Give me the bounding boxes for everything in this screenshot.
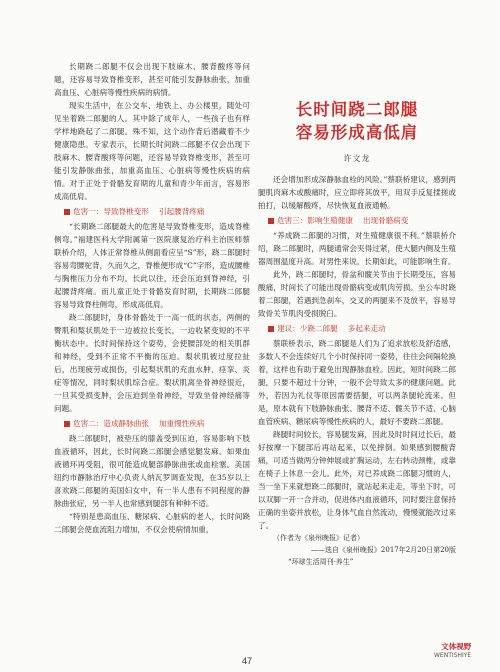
square-bullet-icon [64, 209, 70, 215]
paragraph: 还会增加形成深静脉血栓的风险。”蔡联桥建议，感到两腿肌肉麻木或酸痛时，应立即将其放平，用双手反复揉搓或拍打，以缓解酸疼，尽快恢复血液通畅。 [258, 175, 456, 210]
author-note: （作者为《泉州晚报》记者） [273, 534, 364, 542]
section-heading [258, 322, 456, 335]
square-bullet-icon [268, 218, 274, 224]
paragraph: 蔡联桥表示，跷二郎腿是人们为了追求放松及舒适感，多数人不会连续好几个小时保持同一姿势，往往会间隔轮换着，这样也有助于避免出现静脉血栓。因此，短时间跷二郎腿，只要不超过十分钟，一般不会导致太多的健康问题。此外，若因为礼仪等原因需要搭腿，可以两条腿轮流来。但是，原本就有下肢静脉曲张、腰背不适、髋关节不适、心脑血管疾病、糖尿病等慢性疾病的人，最好不要跷二郎腿。 [258, 339, 456, 426]
paragraph: 此外，跷二郎腿时，骨盆和髋关节由于长期受压，容易酸痛，时间长了可能出现骨骼病变或肌肉劳损。坐公车时跷着二郎腿，若遇到急刹车，交叉的两腿来不及放平，容易导致骨关节肌肉受损脱臼。 [258, 270, 456, 318]
magazine-brand [434, 641, 471, 659]
square-bullet-icon [268, 326, 274, 332]
section-heading [54, 417, 250, 430]
author-byline: 许文龙 [343, 154, 371, 163]
right-column [258, 60, 456, 568]
left-column [54, 60, 250, 536]
section-heading-main: 建议：少跷二郎腿 [277, 324, 338, 333]
section-heading [258, 214, 456, 227]
paragraph: 跷腿时间较长，容易腿发麻，因此及时时间过长后，最好按摩一下腿部后再站起来，以免摔倒。如果感到腰酸背痛，可适当做两分钟伸展或扩胸运动，左右转动颈椎，或靠在椅子上休息一会儿。此外，对已养成跷二郎腿习惯的人，当一坐下来就想跷二郎腿时，就站起来走走，等坐下时，可以双脚一开一合并动，促进体内血液循环，同时要注意保持正确的坐姿并放松，让身体气血自然流动，慢慢就能改过来了。 [258, 430, 456, 530]
section-heading-main: 危害二：造成静脉曲张 [73, 419, 149, 428]
section-heading-sub: 出现骨骼病变 [362, 216, 409, 225]
square-bullet-icon [64, 421, 70, 427]
brand-title: 文体视野 [441, 642, 472, 651]
section-heading-sub: 引起腰背疼痛 [158, 207, 205, 216]
article-title [258, 98, 456, 144]
page-number: 47 [242, 656, 253, 666]
source-column: “环球生活周刊·养生” [288, 558, 354, 566]
section-heading-sub: 加重慢性疾病 [158, 419, 205, 428]
paragraph: 长期跷二郎腿不仅会出现下肢麻木、腰背酸疼等问题，还容易导致脊椎变形，甚至可能引发静脉曲张，加重高血压、心脏病等慢性疾病的病情。 [54, 62, 250, 97]
section-heading-sub: 多起来走动 [347, 324, 386, 333]
paragraph: 跷二郎腿时，被垫压的膝盖受到压迫，容易影响下肢血液循环，因此，长时间跷二郎腿会感觉腿发麻。如果血液循环再受阻，很可能造成腿部静脉曲张或血栓塞。美国纽约市静脉治疗中心负责人纳瓦罗调查发现，在35岁以上喜欢跷二郎腿的美国妇女中，有一半人患有不同程度的静脉曲张症，另一半人也常感到腿部有种种不适。 [54, 434, 250, 508]
source-citation: ——选自《泉州晚报》2017年2月20日第20版 [310, 546, 456, 554]
title-line-1: 长时间跷二郎腿 [295, 100, 419, 119]
paragraph: “特别是患高血压、糖尿病、心脏病的老人，长时间跷二郎腿会使血流阻力增加，不仅会使病情加重， [54, 512, 250, 534]
section-heading-main: 危害一：导致脊椎变形 [73, 207, 149, 216]
paragraph: 跷二郎腿时，身体骨骼处于一高一低的状态，两侧的臀肌和梨状肌处于一边被拉长变长，一边收紧变短的不平衡状态中。长时间保持这个姿势，会使腰部处的相关肌群和神经，受到不正常不平衡的压迫。梨状肌被过度拉扯后，出现疲劳或损伤，引起梨状肌的充血水肿、痉挛、炎症等情况，同时梨状肌综合症。梨状肌离坐骨神经很近，一旦其受损变肿，会压迫到坐骨神经，导致坐骨神经痛等问题。 [54, 313, 250, 413]
paragraph: 现实生活中，在公交车、地铁上、办公楼里，随处可见坐着跷二郎腿的人。其中除了成年人，一些孩子也有样学样地跷起了二郎腿。殊不知，这个动作背后潜藏着不少健康隐患。专家表示，长期长时间跷二郎腿不仅会出现下肢麻木、腰背酸疼等问题，还容易导致脊椎变形，甚至可能引发静脉曲张，加重高血压、心脏病等慢性疾病的病情。对于正处于骨骼发育期的儿童和青少年而言，容易形成高低肩。 [54, 101, 250, 201]
brand-subtitle: WENTISHIYE [434, 652, 472, 659]
paragraph: “长期跷二郎腿最大的危害是导致脊椎变形，造成脊椎侧弯。”福建医科大学附属第一医院康复治疗科主治医师蔡联桥介绍，人体正常脊椎从侧面看应呈“S”形，跷二郎腿时容易弯腰驼背，久而久之，脊椎便形成“C”字形，造成腰椎与胸椎压力分布不均。长此以往，还会压迫到脊神经，引起腰背疼痛。而儿童正处于骨骼发育时期，长期跷二郎腿容易导致脊柱侧弯，形成高低肩。 [54, 222, 250, 309]
title-line-2: 容易形成高低肩 [295, 123, 419, 142]
section-heading-main: 危害三：影响生殖健康 [277, 216, 353, 225]
section-heading [54, 205, 250, 218]
paragraph: “养成跷二郎腿的习惯，对生殖健康很不利。”蔡联桥介绍，跷二郎腿时，两腿通常会夹得过紧，使大腿内侧及生殖器周围温度升高。对男性来说，长期如此，可能影响生育。 [258, 231, 456, 266]
